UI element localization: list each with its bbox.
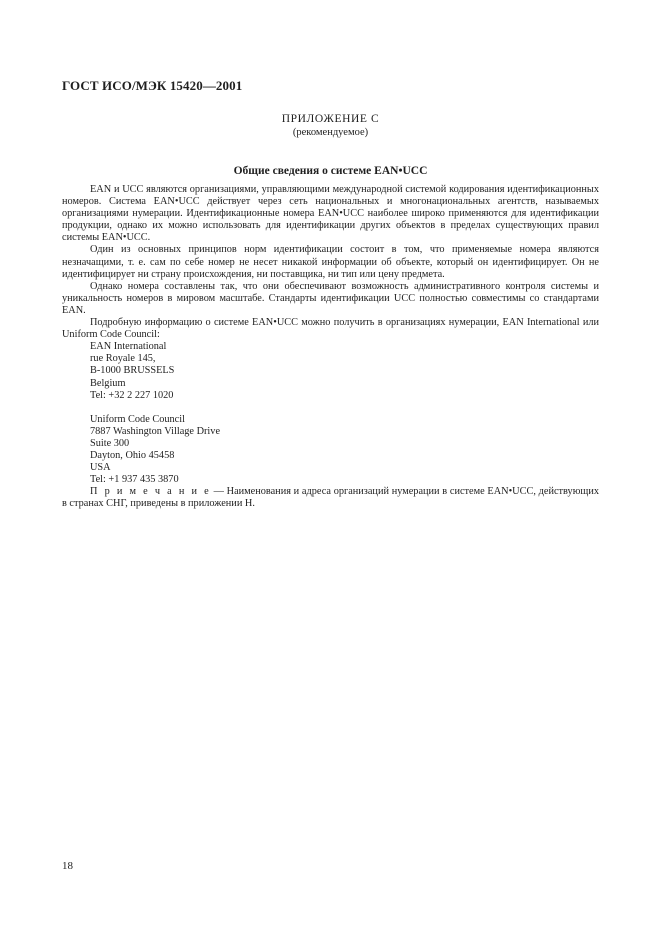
appendix-title: ПРИЛОЖЕНИЕ С	[281, 113, 380, 125]
address-line: Suite 300	[90, 437, 130, 449]
address-line: USA	[90, 462, 111, 474]
address-line: 7887 Washington Village Drive	[90, 425, 221, 437]
note-text: — Наименования и адреса организаций нумерации в системе EAN•UCC, действующих в странах СНГ, приведены в приложении Н.	[62, 486, 599, 510]
note-label: П р и м е ч а н и е	[90, 486, 211, 498]
body-text	[62, 184, 599, 511]
paragraph-3: Однако номера составлены так, что они обеспечивают возможность административного контроля системы и уникальность номеров в мировом масштабе. Стандарты идентификации UCC полностью совместимы со стандартами EAN.	[62, 280, 599, 316]
paragraph-4: Подробную информацию о системе EAN•UCC можно получить в организациях нумерации, EAN International или Uniform Code Council:	[62, 317, 599, 341]
address-line: Tel: +1 937 435 3870	[90, 474, 179, 486]
document-code: ГОСТ ИСО/МЭК 15420—2001	[62, 78, 243, 93]
address-ucc	[90, 414, 599, 487]
address-line: Uniform Code Council	[90, 413, 185, 425]
note-paragraph	[62, 486, 599, 510]
address-line: Belgium	[90, 377, 126, 389]
address-line: rue Royale 145,	[90, 353, 156, 365]
address-line: B-1000 BRUSSELS	[90, 365, 175, 377]
address-line: Tel: +32 2 227 1020	[90, 389, 174, 401]
page-number: 18	[62, 860, 73, 872]
address-line: EAN International	[90, 341, 167, 353]
spacer	[62, 402, 599, 414]
address-line: Dayton, Ohio 45458	[90, 450, 175, 462]
address-ean	[90, 341, 599, 401]
paragraph-2: Один из основных принципов норм идентификации состоит в том, что применяемые номера являются незначащими, т. е. сам по себе номер не несет никакой информации об объекте, который он идентифицирует. Он не идентифицирует ни страну происхождения, ни поставщика, ни тип или цену предмета.	[62, 244, 599, 280]
appendix-subtitle: (рекомендуемое)	[292, 127, 369, 138]
paragraph-1: EAN и UCC являются организациями, управляющими международной системой кодирования идентификационных номеров. Система EAN•UCC действует через сеть национальных и многонациональных агентств, называемых организациями нумерации. Идентификационные номера EAN•UCC наиболее широко применяются для идентификации продукции, однако их можно использовать для идентификации других объектов в пределах существующих правил системы EAN•UCC.	[62, 184, 599, 244]
section-title: Общие сведения о системе EAN•UCC	[233, 165, 428, 177]
